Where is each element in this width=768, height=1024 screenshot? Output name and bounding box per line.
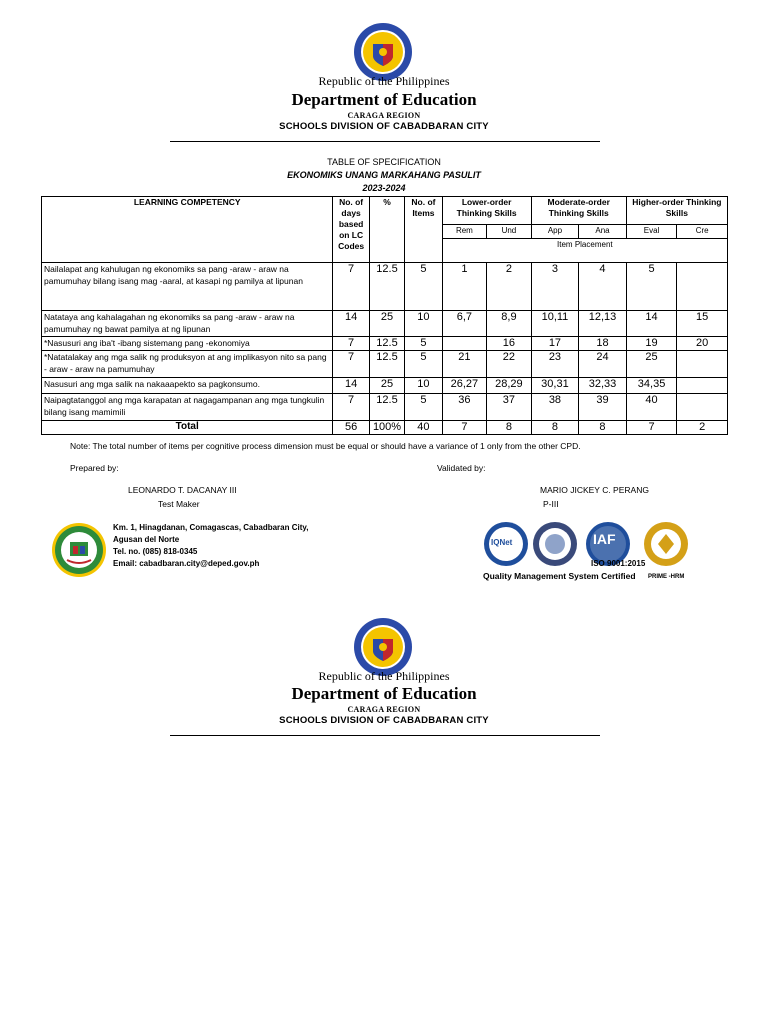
- row-days: 7: [333, 351, 369, 378]
- total-days: 56: [333, 421, 369, 435]
- row-competency: Natataya ang kahalagahan ng ekonomiks sa pang -araw - araw na pamumuhay ng bawat pamilya at ng lipunan: [42, 311, 333, 337]
- prime-hrm-label: PRIME -HRM: [648, 574, 685, 580]
- row-percent: 12.5: [369, 351, 404, 378]
- row-ana: 12,13: [579, 311, 627, 337]
- email: Email: cabadbaran.city@deped.gov.ph: [113, 559, 260, 568]
- row-days: 7: [333, 337, 369, 351]
- region-line: CARAGA REGION: [347, 111, 421, 120]
- header-higher-order: Higher-order Thinking Skills: [626, 197, 727, 225]
- row-und: 2: [487, 263, 532, 311]
- prepared-label: Prepared by:: [70, 463, 119, 473]
- row-competency: Naipagtatanggol ang mga karapatan at nagagampanan ang mga tungkulin bilang isang mamimili: [42, 394, 333, 421]
- total-ana: 8: [579, 421, 627, 435]
- total-app: 8: [531, 421, 579, 435]
- row-cre: 20: [677, 337, 728, 351]
- row-days: 14: [333, 311, 369, 337]
- row-eval: 40: [626, 394, 677, 421]
- qms-label: Quality Management System Certified: [483, 571, 636, 581]
- row-ana: 32,33: [579, 378, 627, 394]
- row-eval: 34,35: [626, 378, 677, 394]
- iaf-label: IAF: [593, 531, 616, 547]
- row-app: 3: [531, 263, 579, 311]
- row-und: 22: [487, 351, 532, 378]
- republic-line: Republic of the Philippines: [318, 669, 450, 683]
- region-line: CARAGA REGION: [347, 705, 421, 714]
- deped-seal-icon: [353, 617, 413, 677]
- row-eval: 5: [626, 263, 677, 311]
- total-percent: 100%: [369, 421, 404, 435]
- header-days: No. of days based on LC Codes: [333, 197, 369, 263]
- row-cre: [677, 378, 728, 394]
- row-cre: [677, 394, 728, 421]
- header-rule: [170, 735, 600, 736]
- header-competency: LEARNING COMPETENCY: [42, 197, 333, 263]
- header-cre: Cre: [677, 225, 728, 239]
- certification-seal-icon: [532, 521, 578, 567]
- header-rem: Rem: [442, 225, 487, 239]
- table-row: [42, 311, 728, 337]
- header-app: App: [531, 225, 579, 239]
- row-percent: 25: [369, 311, 404, 337]
- validated-name: MARIO JICKEY C. PERANG: [540, 485, 649, 495]
- telephone: Tel. no. (085) 818-0345: [113, 547, 198, 556]
- row-rem: 36: [442, 394, 487, 421]
- header-und: Und: [487, 225, 532, 239]
- tos-note: Note: The total number of items per cognitive process dimension must be equal or should have a variance of 1 only from the other CPD.: [70, 441, 581, 451]
- row-eval: 25: [626, 351, 677, 378]
- row-ana: 24: [579, 351, 627, 378]
- row-rem: 1: [442, 263, 487, 311]
- row-cre: 15: [677, 311, 728, 337]
- prepared-name: LEONARDO T. DACANAY III: [128, 485, 237, 495]
- row-cre: [677, 351, 728, 378]
- row-app: 10,11: [531, 311, 579, 337]
- row-app: 23: [531, 351, 579, 378]
- row-und: 37: [487, 394, 532, 421]
- header-percent: %: [369, 197, 404, 263]
- row-items: 5: [405, 337, 442, 351]
- total-row: [42, 421, 728, 435]
- row-days: 7: [333, 263, 369, 311]
- iqnet-label: IQNet: [491, 538, 513, 547]
- row-rem: 21: [442, 351, 487, 378]
- validated-role: P-III: [543, 499, 559, 509]
- row-rem: [442, 337, 487, 351]
- address-line-2: Agusan del Norte: [113, 535, 180, 544]
- address-line-1: Km. 1, Hinagdanan, Comagascas, Cabadbaran City,: [113, 523, 309, 532]
- row-items: 10: [405, 311, 442, 337]
- row-competency: *Natatalakay ang mga salik ng produksyon at ang implikasyon nito sa pang - araw - araw na pamumuhay: [42, 351, 333, 378]
- row-items: 5: [405, 394, 442, 421]
- row-app: 30,31: [531, 378, 579, 394]
- row-ana: 39: [579, 394, 627, 421]
- row-app: 38: [531, 394, 579, 421]
- row-competency: *Nasusuri ang iba't -ibang sistemang pang -ekonomiya: [42, 337, 333, 351]
- row-rem: 26,27: [442, 378, 487, 394]
- division-line: SCHOOLS DIVISION OF CABADBARAN CITY: [279, 121, 489, 132]
- row-days: 7: [333, 394, 369, 421]
- row-competency: Nailalapat ang kahulugan ng ekonomiks sa pang -araw - araw na pamumuhay bilang isang mag -aaral, at kasapi ng pamilya at lipunan: [42, 263, 333, 311]
- total-label: Total: [42, 421, 333, 435]
- header-lower-order: Lower-order Thinking Skills: [442, 197, 531, 225]
- row-items: 10: [405, 378, 442, 394]
- row-ana: 4: [579, 263, 627, 311]
- total-eval: 7: [626, 421, 677, 435]
- iso-label: ISO 9001:2015: [591, 559, 646, 568]
- header-item-placement: Item Placement: [442, 239, 727, 263]
- row-days: 14: [333, 378, 369, 394]
- city-seal-icon: [51, 522, 107, 578]
- header-items: No. of Items: [405, 197, 442, 263]
- row-percent: 12.5: [369, 263, 404, 311]
- row-cre: [677, 263, 728, 311]
- deped-seal-icon: [353, 22, 413, 82]
- table-row: [42, 337, 728, 351]
- tos-title: TABLE OF SPECIFICATION: [327, 157, 441, 167]
- row-und: 8,9: [487, 311, 532, 337]
- row-ana: 18: [579, 337, 627, 351]
- prepared-role: Test Maker: [158, 499, 200, 509]
- validated-label: Validated by:: [437, 463, 486, 473]
- division-line: SCHOOLS DIVISION OF CABADBARAN CITY: [279, 715, 489, 726]
- row-competency: Nasusuri ang mga salik na nakaaapekto sa pagkonsumo.: [42, 378, 333, 394]
- row-und: 28,29: [487, 378, 532, 394]
- table-row: [42, 351, 728, 378]
- total-rem: 7: [442, 421, 487, 435]
- header-row-1: [42, 197, 728, 225]
- tos-table: [41, 196, 728, 435]
- department-title: Department of Education: [291, 90, 477, 109]
- header-eval: Eval: [626, 225, 677, 239]
- footer-address: [113, 522, 308, 570]
- header-moderate-order: Moderate-order Thinking Skills: [531, 197, 626, 225]
- table-row: [42, 394, 728, 421]
- header-ana: Ana: [579, 225, 627, 239]
- row-percent: 25: [369, 378, 404, 394]
- row-eval: 14: [626, 311, 677, 337]
- row-app: 17: [531, 337, 579, 351]
- tos-school-year: 2023-2024: [362, 183, 406, 193]
- total-und: 8: [487, 421, 532, 435]
- table-row: [42, 378, 728, 394]
- row-percent: 12.5: [369, 394, 404, 421]
- row-items: 5: [405, 351, 442, 378]
- total-items: 40: [405, 421, 442, 435]
- row-percent: 12.5: [369, 337, 404, 351]
- table-row: [42, 263, 728, 311]
- row-eval: 19: [626, 337, 677, 351]
- row-items: 5: [405, 263, 442, 311]
- prime-hrm-badge-icon: [640, 520, 692, 570]
- tos-subject: EKONOMIKS UNANG MARKAHANG PASULIT: [287, 170, 481, 180]
- republic-line: Republic of the Philippines: [318, 74, 450, 88]
- department-title: Department of Education: [291, 684, 477, 703]
- row-und: 16: [487, 337, 532, 351]
- page-2: [0, 600, 768, 1024]
- total-cre: 2: [677, 421, 728, 435]
- row-rem: 6,7: [442, 311, 487, 337]
- header-rule: [170, 141, 600, 142]
